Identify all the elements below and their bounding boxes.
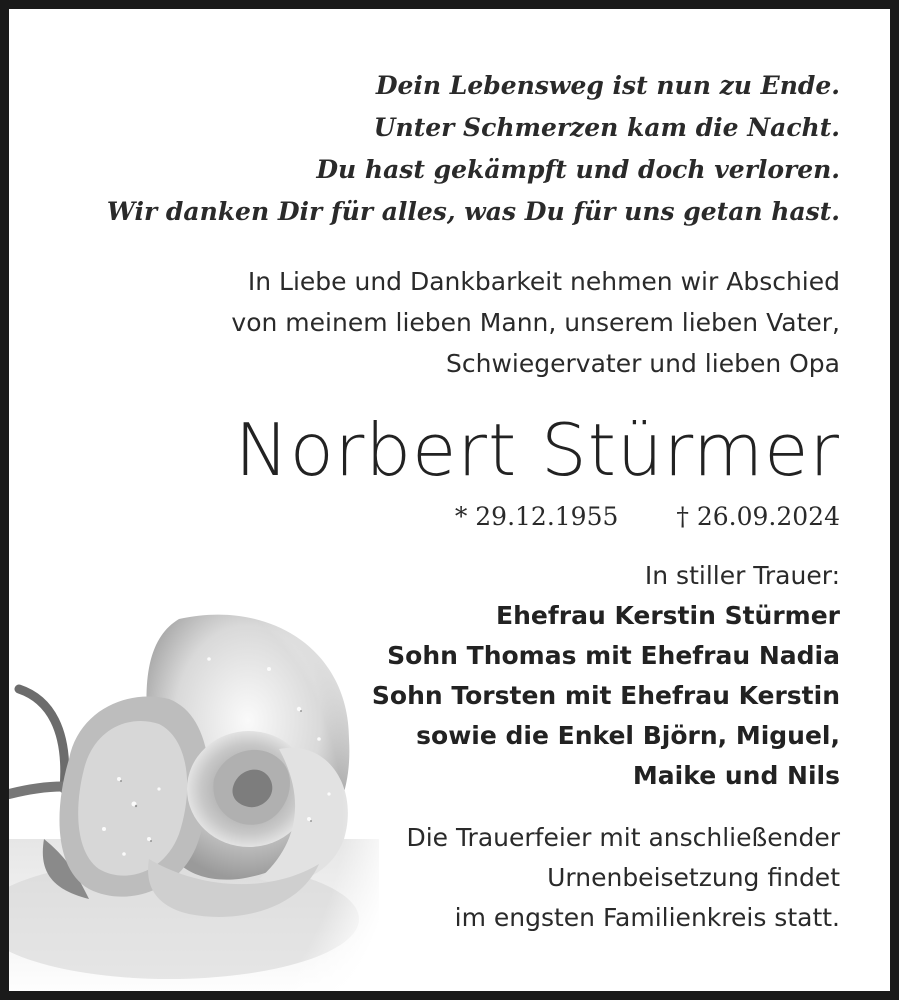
obituary-text (80, 65, 840, 938)
poem-line: Du hast gekämpft und doch verloren. (316, 155, 840, 184)
closing-line: Urnenbeisetzung findet (547, 863, 840, 892)
mourner-line: Maike und Nils (632, 761, 840, 790)
mourner-line: Sohn Thomas mit Ehefrau Nadia (387, 641, 840, 670)
closing-line: Die Trauerfeier mit anschließender (406, 823, 840, 852)
death-date: † 26.09.2024 (676, 502, 840, 531)
deceased-name: Norbert Stürmer (234, 408, 840, 492)
poem (80, 65, 840, 233)
mourner-line: sowie die Enkel Björn, Miguel, (416, 721, 840, 750)
mourner-line: Ehefrau Kerstin Stürmer (496, 601, 840, 630)
birth-date: * 29.12.1955 (454, 502, 619, 531)
mourners-list (80, 596, 840, 796)
poem-line: Unter Schmerzen kam die Nacht. (373, 113, 840, 142)
closing-line: im engsten Familienkreis statt. (454, 903, 840, 932)
mourners-title: In stiller Trauer: (644, 561, 840, 590)
life-dates (80, 500, 840, 534)
intro-text (80, 261, 840, 384)
funeral-notice (80, 818, 840, 938)
intro-line: Schwiegervater und lieben Opa (446, 349, 840, 378)
intro-line: von meinem lieben Mann, unserem lieben Vater, (231, 308, 840, 337)
poem-line: Wir danken Dir für alles, was Du für uns getan hast. (106, 197, 840, 226)
poem-line: Dein Lebensweg ist nun zu Ende. (375, 71, 840, 100)
intro-line: In Liebe und Dankbarkeit nehmen wir Abschied (247, 267, 840, 296)
mourner-line: Sohn Torsten mit Ehefrau Kerstin (371, 681, 840, 710)
